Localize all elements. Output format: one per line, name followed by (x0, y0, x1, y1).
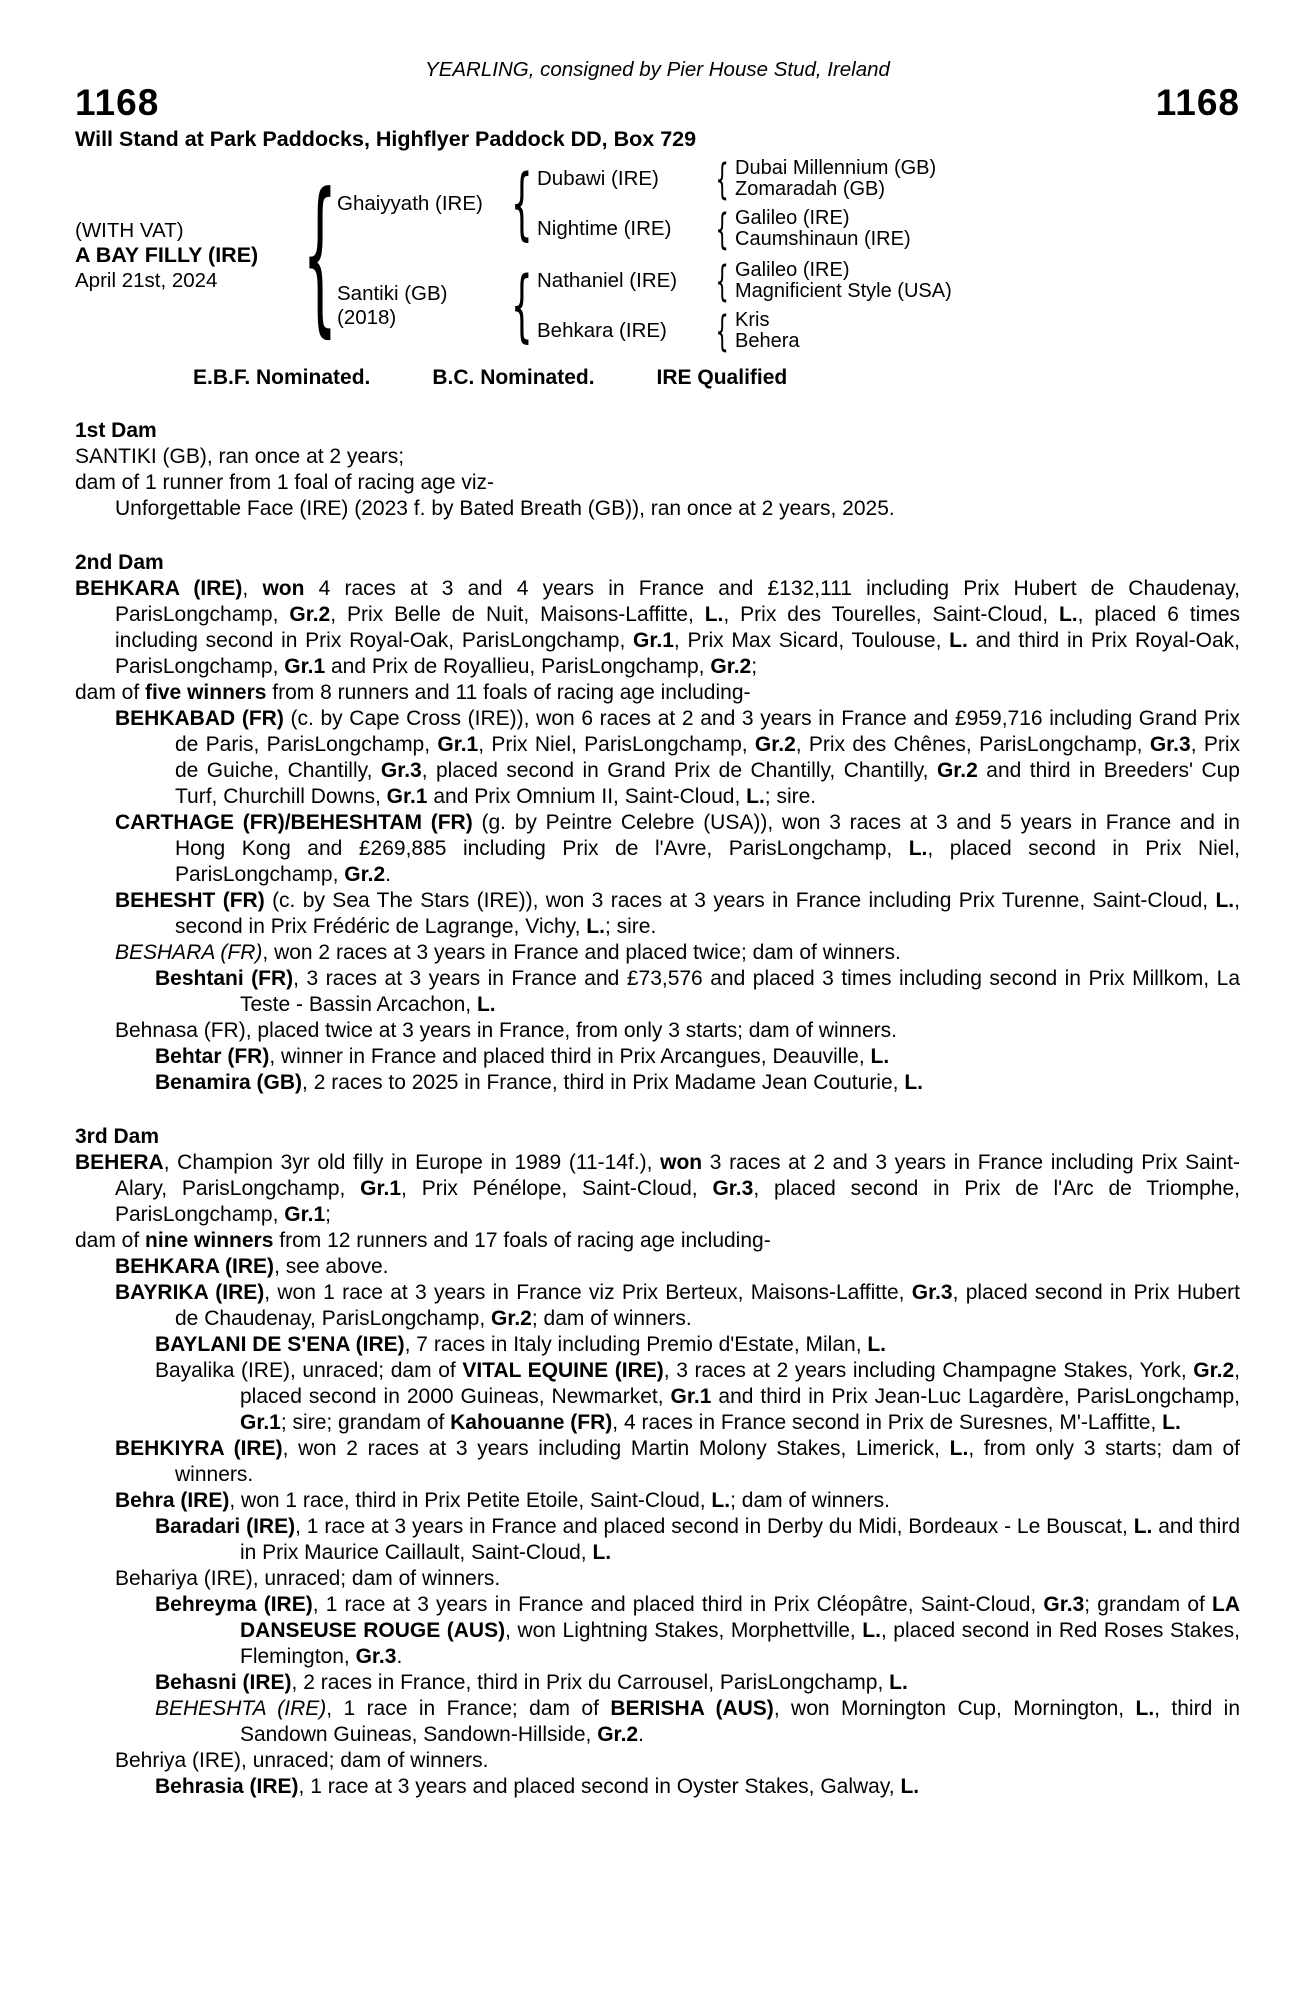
dam-dam-name: Behkara (IRE) (537, 319, 667, 342)
dam-heading: 2nd Dam (75, 551, 164, 574)
vat-note: (WITH VAT) (75, 218, 184, 242)
sire-dam-dam-name: Caumshinaun (IRE) (735, 228, 911, 250)
dam-sire-brace-icon: { (715, 256, 729, 306)
pedigree-paragraph: dam of five winners from 8 runners and 11 foals of racing age including- (75, 681, 751, 704)
dam-heading: 3rd Dam (75, 1125, 160, 1148)
pedigree-paragraph: Behariya (IRE), unraced; dam of winners. (115, 1567, 501, 1590)
pedigree-paragraph: Bayalika (IRE), unraced; dam of VITAL EQUINE (IRE), 3 races at 2 years including Champagne Stakes, York, Gr.2, placed second in 2000 Guineas, Newmarket, Gr.1 and third in Prix Jean-Luc Lagardère, ParisLongchamp, Gr.1; sire; grandam of Kahouanne (FR), 4 races in France second in Prix de Suresnes, M'-Laffitte, L. (155, 1359, 1241, 1434)
pedigree-paragraph: BAYRIKA (IRE), won 1 race at 3 years in France viz Prix Berteux, Maisons-Laffitte, Gr.3, placed second in Prix Hubert de Chaudenay, ParisLongchamp, Gr.2; dam of winners. (115, 1281, 1240, 1330)
bc-nomination: B.C. Nominated. (432, 366, 595, 389)
pedigree-paragraph: BEHESHTA (IRE), 1 race in France; dam of BERISHA (AUS), won Mornington Cup, Mornington, L., third in Sandown Guineas, Sandown-Hillside, Gr.2. (155, 1697, 1241, 1746)
sire-sire-sire-name: Dubai Millennium (GB) (735, 157, 937, 179)
foal-date: April 21st, 2024 (75, 268, 218, 292)
pedigree-paragraph: Baradari (IRE), 1 race at 3 years in France and placed second in Derby du Midi, Bordeaux - Le Bouscat, L. and third in Prix Maurice Caillault, Saint-Cloud, L. (155, 1515, 1241, 1564)
pedigree-paragraph: Beshtani (FR), 3 races at 3 years in France and £73,576 and placed 3 times including second in Prix Millkom, La Teste - Bassin Arcachon, L. (155, 967, 1240, 1016)
pedigree-paragraph: BAYLANI DE S'ENA (IRE), 7 races in Italy including Premio d'Estate, Milan, L. (155, 1333, 887, 1356)
pedigree-paragraph: Unforgettable Face (IRE) (2023 f. by Bated Breath (GB)), ran once at 2 years, 2025. (115, 497, 895, 520)
pedigree-paragraph: dam of 1 runner from 1 foal of racing age viz- (75, 471, 495, 494)
dam-unit (337, 256, 952, 356)
pedigree-paragraph: SANTIKI (GB), ran once at 2 years; (75, 445, 405, 468)
dam-sire-unit (537, 256, 952, 306)
pedigree-paragraph: Behtar (FR), winner in France and placed third in Prix Arcangues, Deauville, L. (155, 1045, 890, 1068)
pedigree-paragraph: BEHERA, Champion 3yr old filly in Europe in 1989 (11-14f.), won 3 races at 2 and 3 years in France including Prix Saint-Alary, ParisLongchamp, Gr.1, Prix Pénélope, Saint-Cloud, Gr.3, placed second in Prix de l'Arc de Triomphe, ParisLongchamp, Gr.1; (75, 1151, 1240, 1226)
nominations-row (75, 366, 1240, 390)
dam-sire-dam-name: Magnificient Style (USA) (735, 280, 952, 302)
consignor-title: YEARLING, consigned by Pier House Stud, Ireland (425, 58, 890, 81)
sire-dam-name: Nightime (IRE) (537, 217, 672, 240)
pedigree-paragraph: BEHKARA (IRE), see above. (115, 1255, 389, 1278)
dam-sire-name: Nathaniel (IRE) (537, 269, 678, 292)
pedigree-paragraph: Behasni (IRE), 2 races in France, third in Prix du Carrousel, ParisLongchamp, L. (155, 1671, 908, 1694)
pedigree-paragraph: BESHARA (FR), won 2 races at 3 years in France and placed twice; dam of winners. (115, 941, 901, 964)
sire-brace-icon: { (511, 159, 533, 249)
pedigree-tree (75, 154, 1240, 356)
pedigree-paragraph: Behriya (IRE), unraced; dam of winners. (115, 1749, 489, 1772)
pedigree-paragraph: Behra (IRE), won 1 race, third in Prix Petite Etoile, Saint-Cloud, L.; dam of winners. (115, 1489, 890, 1512)
sire-sire-dam-name: Zomaradah (GB) (735, 178, 886, 200)
pedigree-paragraph: Behrasia (IRE), 1 race at 3 years and placed second in Oyster Stakes, Galway, L. (155, 1775, 920, 1798)
gen1-brace-icon: { (302, 156, 338, 353)
lot-number-left: 1168 (75, 82, 160, 123)
pedigree-paragraph: Benamira (GB), 2 races to 2025 in France, third in Prix Madame Jean Couturie, L. (155, 1071, 923, 1094)
sire-name: Ghaiyyath (IRE) (337, 192, 483, 215)
dam-dam-brace-icon: { (715, 306, 729, 356)
sire-dam-brace-icon: { (715, 204, 729, 254)
dam-name-block (337, 282, 507, 330)
pedigree-paragraph: Behnasa (FR), placed twice at 3 years in France, from only 3 starts; dam of winners. (115, 1019, 897, 1042)
ire-qualified: IRE Qualified (656, 366, 788, 389)
sire-sire-unit (537, 154, 937, 204)
lot-number-row (75, 84, 1240, 122)
dam-name: Santiki (GB) (337, 282, 448, 305)
pedigree-paragraph: BEHKABAD (FR) (c. by Cape Cross (IRE)), won 6 races at 2 and 3 years in France and £959,716 including Grand Prix de Paris, ParisLongchamp, Gr.1, Prix Niel, ParisLongchamp, Gr.2, Prix des Chênes, ParisLongchamp, Gr.3, Prix de Guiche, Chantilly, Gr.3, placed second in Grand Prix de Chantilly, Chantilly, Gr.2 and third in Breeders' Cup Turf, Churchill Downs, Gr.1 and Prix Omnium II, Saint-Cloud, L.; sire. (115, 707, 1240, 808)
pedigree-paragraph: Behreyma (IRE), 1 race at 3 years in France and placed third in Prix Cléopâtre, Saint-Cloud, Gr.3; grandam of LA DANSEUSE ROUGE (AUS), won Lightning Stakes, Morphettville, L., placed second in Red Roses Stakes, Flemington, Gr.3. (155, 1593, 1240, 1668)
dam-brace-icon: { (511, 261, 533, 351)
pedigree-paragraph: BEHESHT (FR) (c. by Sea The Stars (IRE)), won 3 races at 3 years in France including Prix Turenne, Saint-Cloud, L., second in Prix Frédéric de Lagrange, Vichy, L.; sire. (115, 889, 1240, 938)
dam-year: (2018) (337, 306, 397, 329)
sire-sire-name: Dubawi (IRE) (537, 167, 659, 190)
lot-number-right: 1168 (1155, 82, 1240, 123)
dam-sections (75, 418, 1240, 1800)
pedigree-paragraph: dam of nine winners from 12 runners and 17 foals of racing age including- (75, 1229, 771, 1252)
ebf-nomination: E.B.F. Nominated. (193, 366, 371, 389)
pedigree-paragraph: BEHKIYRA (IRE), won 2 races at 3 years including Martin Molony Stakes, Limerick, L., from only 3 starts; dam of winners. (115, 1437, 1240, 1486)
subject-block (75, 218, 303, 293)
pedigree-paragraph: BEHKARA (IRE), won 4 races at 3 and 4 years in France and £132,111 including Prix Hubert de Chaudenay, ParisLongchamp, Gr.2, Prix Belle de Nuit, Maisons-Laffitte, L., Prix des Tourelles, Saint-Cloud, L., placed 6 times including second in Prix Royal-Oak, ParisLongchamp, Gr.1, Prix Max Sicard, Toulouse, L. and third in Prix Royal-Oak, ParisLongchamp, Gr.1 and Prix de Royallieu, ParisLongchamp, Gr.2; (75, 577, 1241, 678)
stand-location: Will Stand at Park Paddocks, Highflyer Paddock DD, Box 729 (75, 127, 697, 151)
pedigree-paragraph: CARTHAGE (FR)/BEHESHTAM (FR) (g. by Peintre Celebre (USA)), won 3 races at 3 and 5 years in France and in Hong Kong and £269,885 including Prix de l'Avre, ParisLongchamp, L., placed second in Prix Niel, ParisLongchamp, Gr.2. (115, 811, 1240, 886)
dam-dam-sire-name: Kris (735, 309, 770, 331)
subject-name: A BAY FILLY (IRE) (75, 242, 259, 267)
dam-sire-sire-name: Galileo (IRE) (735, 259, 850, 281)
dam-heading: 1st Dam (75, 419, 157, 442)
dam-dam-unit (537, 306, 952, 356)
sire-sire-brace-icon: { (715, 154, 729, 204)
sire-unit (337, 154, 952, 254)
sire-dam-sire-name: Galileo (IRE) (735, 207, 850, 229)
sire-dam-unit (537, 204, 936, 254)
dam-dam-dam-name: Behera (735, 330, 800, 352)
